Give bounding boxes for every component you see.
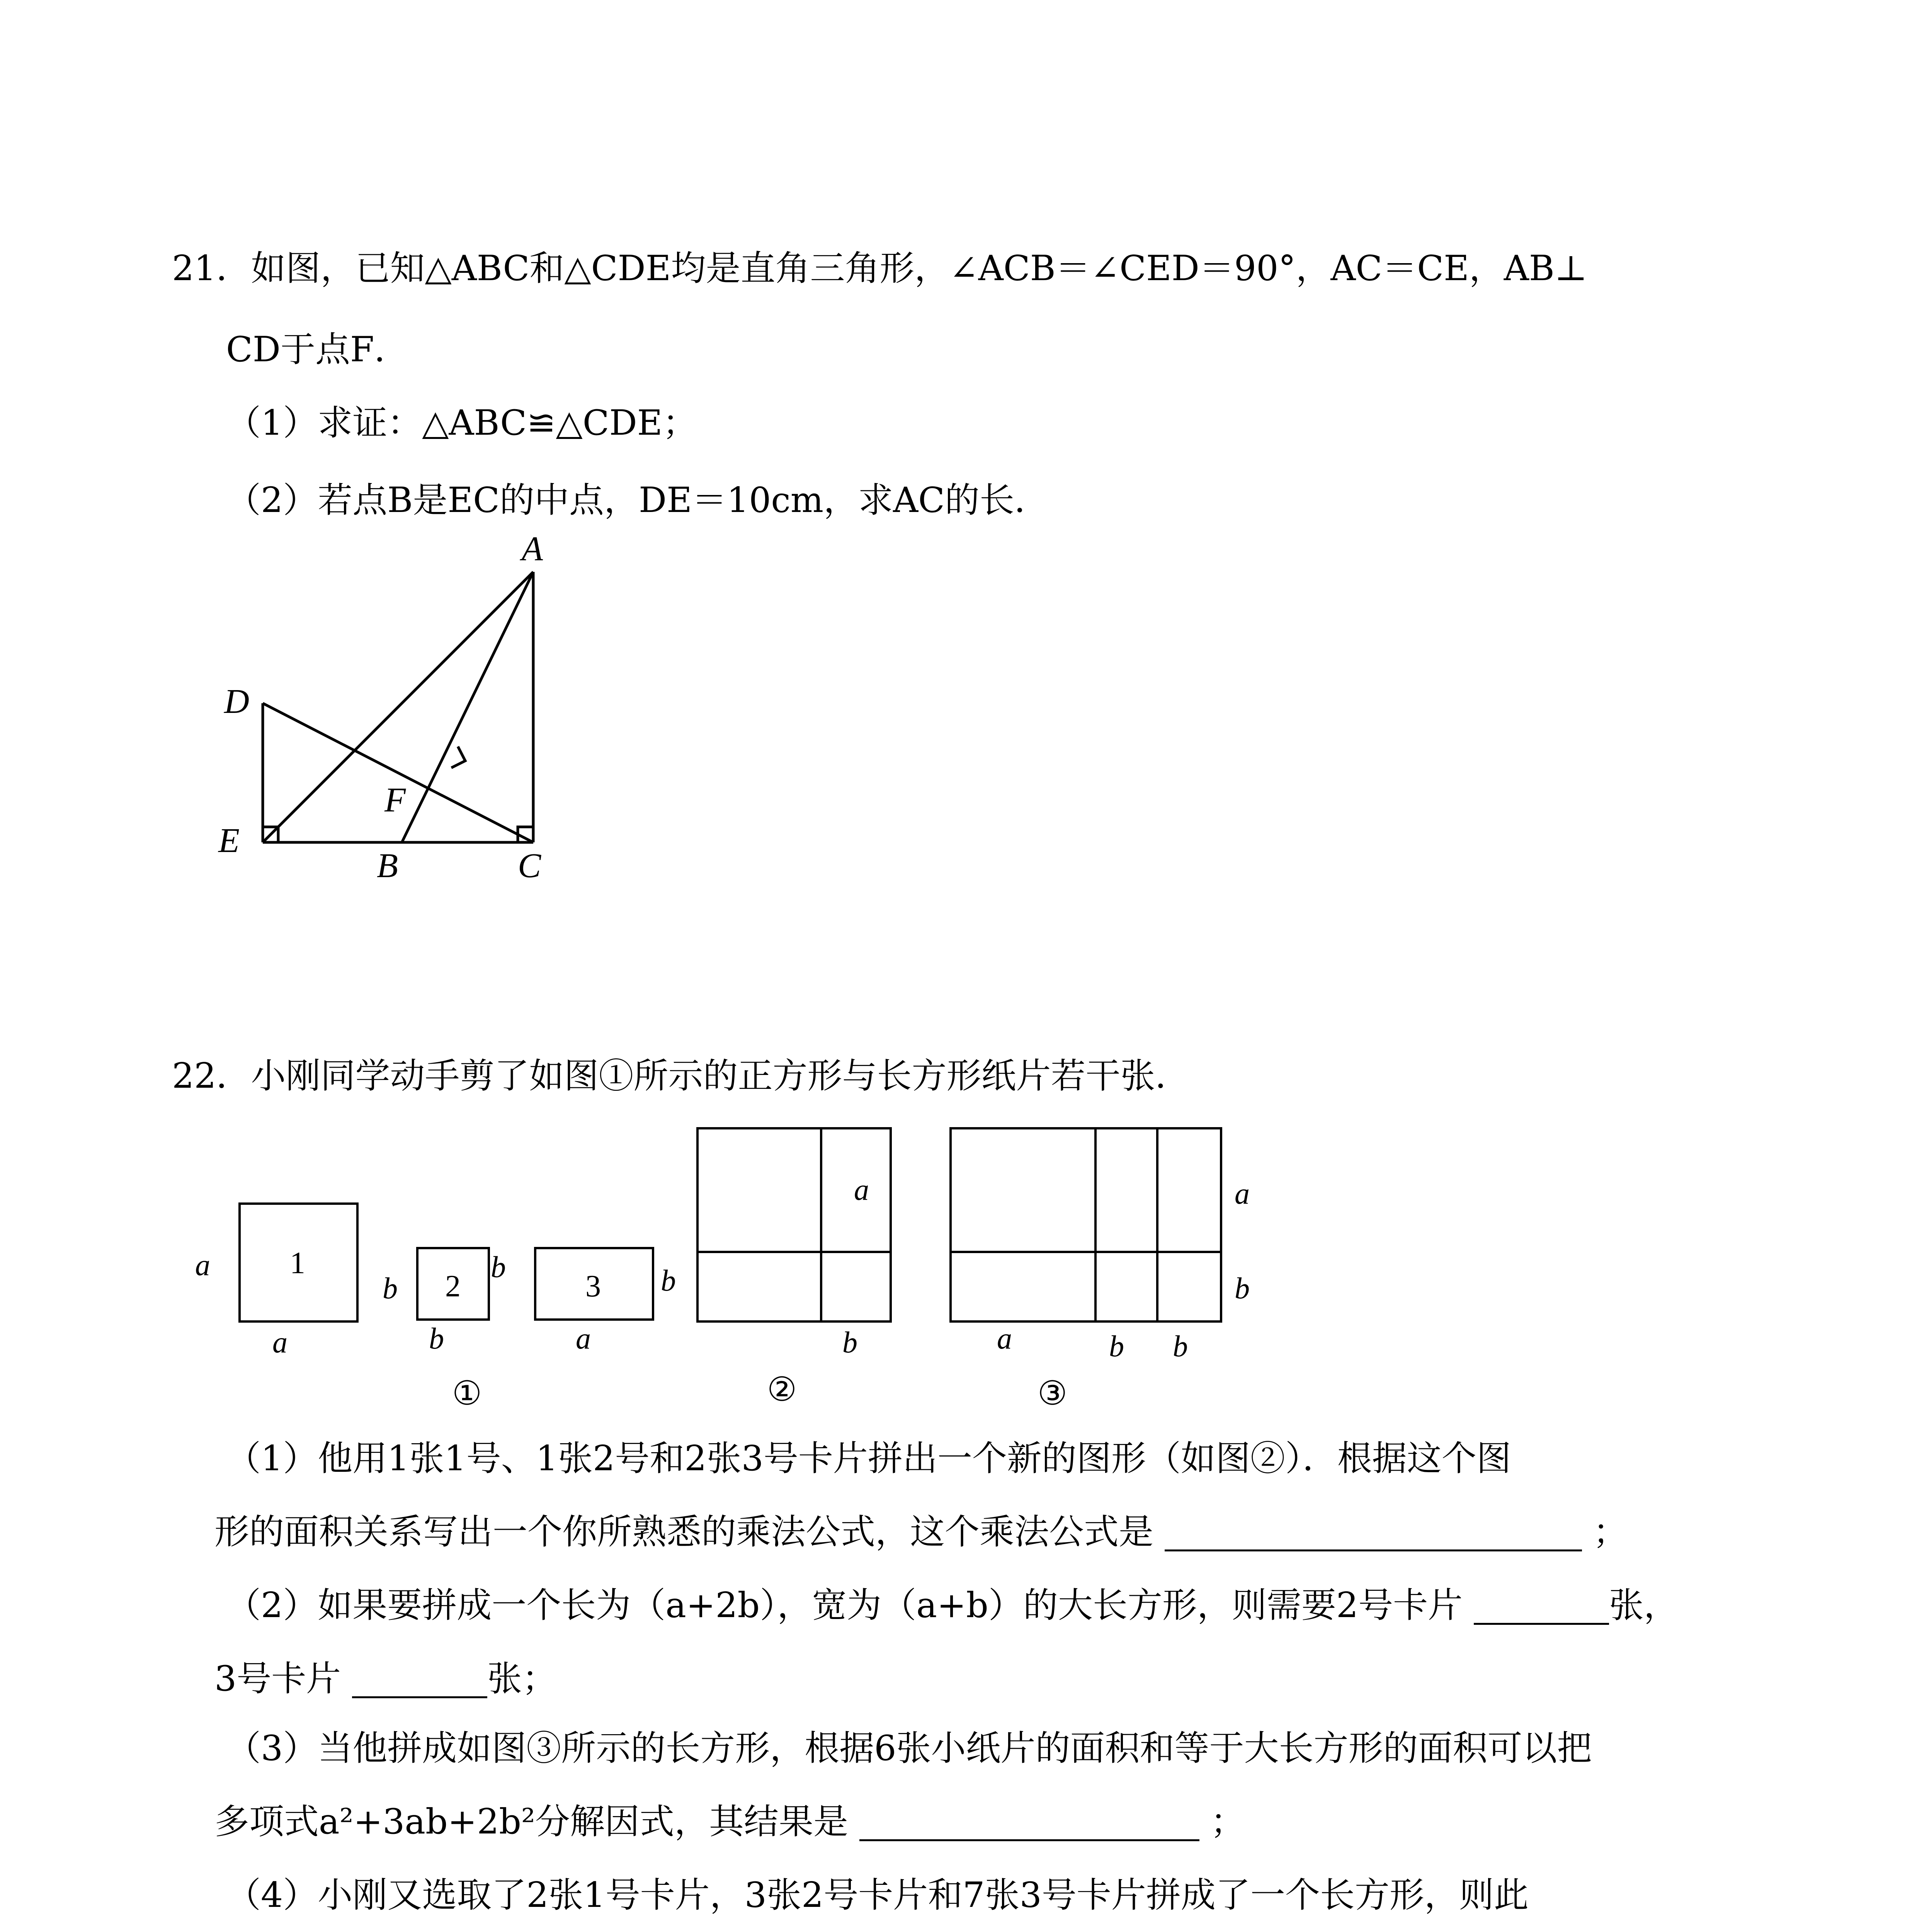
card-1-side-a: a [195,1248,210,1282]
label-c: C [518,847,541,885]
label-a: A [522,530,543,568]
q22-s2-unit1: 张， [1609,1585,1679,1626]
fig3-caption: ③ [1038,1375,1068,1412]
fig3-bottom-a: a [997,1321,1012,1355]
fig3-bottom-b1: b [1109,1329,1124,1363]
right-angle-f [451,747,465,768]
q22-s3-end: ； [1210,1801,1245,1842]
q22-s2-unit2: 张； [487,1658,557,1699]
q22-s3-line2 [214,1797,1799,1847]
label-f: F [384,781,406,819]
label-b: B [377,847,398,885]
q22-s3-line1: （3）当他拼成如图③所示的长方形，根据6张小纸片的面积和等于大长方形的面积可以把 [226,1728,1592,1769]
q22-number: 22． [172,1056,251,1096]
fig2-caption: ② [767,1371,797,1408]
q22-s2-line1 [226,1580,1810,1631]
q22-intro-line [172,1051,1756,1101]
q22-s2-text: （2）如果要拼成一个长为（a+2b），宽为（a+b）的大长方形，则需要2号卡片 [226,1585,1463,1626]
q22-intro: 小刚同学动手剪了如图①所示的正方形与长方形纸片若干张． [251,1056,1190,1096]
q22-s1-text: 形的面积关系写出一个你所熟悉的乘法公式，这个乘法公式是 [214,1512,1153,1552]
q21-sub1: （1）求证：△ABC≌△CDE； [226,403,697,443]
card-2-bottom-b: b [429,1321,444,1355]
fig1-caption: ① [452,1375,482,1412]
q22-card-figures [185,1121,1345,1414]
q22-s1-end: ； [1593,1512,1628,1552]
fig2-side-a: a [854,1173,869,1206]
card-3-number: 3 [585,1269,601,1303]
q22-s2-line2 [214,1654,1799,1704]
q22-s3-text: 多项式a²+3ab+2b²分解因式，其结果是 [214,1801,849,1842]
card-3-right-b: b [661,1264,676,1297]
q21-line2: CD于点F． [226,329,409,370]
figure-3 [951,1128,1221,1321]
fig3-bottom-b2: b [1173,1329,1188,1363]
segment-ab [402,572,533,842]
fig3-side-a: a [1235,1177,1250,1210]
fig3-side-b: b [1235,1271,1250,1305]
q22-s4-line1: （4）小刚又选取了2张1号卡片，3张2号卡片和7张3号卡片拼成了一个长方形，则此 [226,1875,1529,1915]
segment-dc [263,703,533,842]
label-e: E [218,821,240,860]
q22-s1-line2 [214,1507,1799,1557]
answer-blank-3[interactable] [352,1658,487,1698]
card-2-left-b: b [383,1271,398,1305]
q22-s2-text2: 3号卡片 [214,1658,341,1699]
figure-2 [697,1128,891,1321]
card-1-bottom-a: a [272,1325,287,1359]
card-2-number: 2 [445,1269,461,1303]
q21-sub2: （2）若点B是EC的中点，DE＝10cm，求AC的长． [226,480,1049,520]
fig2-bottom-b: b [842,1325,857,1359]
card-1-number: 1 [290,1246,305,1280]
answer-blank-2[interactable] [1474,1584,1609,1625]
q21-text-line1: 21．如图，已知△ABC和△CDE均是直角三角形，∠ACB＝∠CED＝90°，AC＝CE，AB⊥ [172,248,1587,289]
label-d: D [224,682,249,721]
q21-line1 [172,243,1756,294]
answer-blank-1[interactable] [1165,1511,1582,1551]
q22-s1-line1: （1）他用1张1号、1张2号和2张3号卡片拼出一个新的图形（如图②）．根据这个图 [226,1438,1511,1479]
card-2-right-b: b [491,1250,506,1284]
q21-triangle-figure [193,526,580,904]
card-3-bottom-a: a [576,1321,591,1355]
answer-blank-4[interactable] [859,1801,1199,1841]
